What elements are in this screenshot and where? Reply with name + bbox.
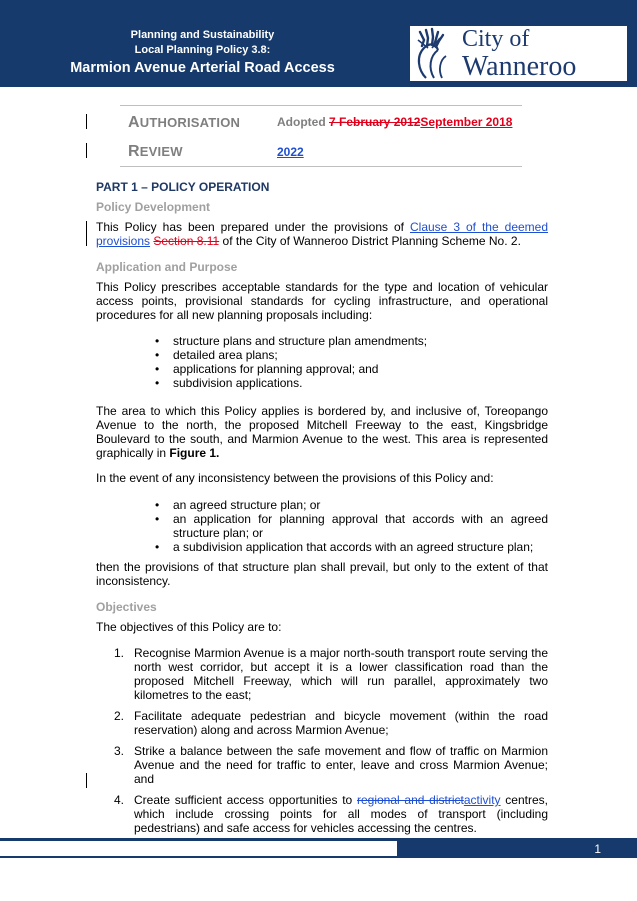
logo-wordmark (462, 26, 576, 81)
objectives-intro (96, 620, 548, 634)
header-titles (60, 28, 345, 78)
header-department: Planning and Sustainability (130, 29, 275, 41)
review-value (277, 145, 304, 159)
city-logo (410, 26, 627, 81)
paragraph-text: The area to which this Policy applies is bordered by, and inclusive of, Toreopango Avenue to the north, the proposed Mitchell Freeway to the east, Kingsbridge Boulevard to the south, and Marmion Avenue to the west. This area is represented graphically in (96, 404, 548, 460)
purpose-paragraph-1 (96, 280, 548, 322)
table-rule (120, 166, 522, 167)
figure-reference: Figure 1. (169, 446, 220, 460)
objectives-list (114, 646, 548, 835)
footer-stripe (0, 841, 397, 856)
section-heading-application-purpose: Application and Purpose (96, 260, 238, 274)
header-policy-number: Local Planning Policy 3.8: (134, 44, 271, 56)
list-text: Recognise Marmion Avenue is a major north-south transport route serving the north west corridor, but accept it is a lower classification road than the proposed Mitchell Freeway, which will run parallel, approximately two kilometres to the east; (134, 646, 548, 702)
section-heading-policy-development: Policy Development (96, 200, 211, 214)
list-item (114, 793, 548, 835)
deleted-date: 7 February 2012 (329, 115, 421, 129)
deleted-text: regional and district (356, 793, 464, 807)
list-item (114, 744, 548, 786)
section-heading-objectives: Objectives (96, 600, 157, 614)
paragraph-text: In the event of any inconsistency between the provisions of this Policy and: (96, 471, 494, 485)
part-heading: PART 1 – POLICY OPERATION (96, 180, 270, 194)
policy-development-paragraph (96, 220, 548, 248)
list-item: • an application for planning approval that accords with an agreed structure plan; or (155, 512, 548, 540)
purpose-paragraph-3 (96, 471, 548, 485)
paragraph-text: The objectives of this Policy are to: (96, 620, 282, 634)
review-year: 2022 (277, 145, 304, 159)
page-number: 1 (594, 842, 601, 856)
adopted-prefix: Adopted (277, 115, 329, 129)
paragraph-text: then the provisions of that structure plan shall prevail, but only to the extent of that inconsistency. (96, 560, 548, 588)
review-label-rest: EVIEW (139, 144, 183, 159)
authorisation-label-rest: UTHORISATION (139, 115, 241, 130)
list-item: • applications for planning approval; and (155, 362, 548, 376)
list-item: • detailed area plans; (155, 348, 548, 362)
purpose-paragraph-4 (96, 560, 548, 588)
authorisation-label-initial: A (128, 114, 140, 131)
logo-emblem-icon (412, 26, 462, 81)
inserted-date: September 2018 (420, 115, 513, 129)
proposal-type-list (155, 334, 548, 390)
inserted-text: activity (463, 793, 501, 807)
review-label-initial: R (128, 143, 140, 160)
header-policy-title: Marmion Avenue Arterial Road Access (70, 60, 335, 76)
list-text: centres, which include crossing points for all modes of transport (including pedestrians) and safe access for vehicles accessing the centres. (134, 793, 548, 835)
inconsistency-list (155, 498, 548, 554)
authorisation-label (128, 114, 240, 132)
purpose-paragraph-2 (96, 404, 548, 460)
logo-line-2: Wanneroo (462, 51, 577, 82)
list-number: 4. (114, 793, 125, 807)
text-run: This Policy has been prepared under the provisions of (96, 220, 410, 234)
review-label (128, 143, 183, 161)
list-item: • an agreed structure plan; or (155, 498, 548, 512)
list-item (114, 709, 548, 737)
text-run: of the City of Wanneroo District Planning Scheme No. 2. (219, 234, 521, 248)
list-item: • structure plans and structure plan amendments; (155, 334, 548, 348)
inserted-text: Clause 3 of the deemed provisions (96, 220, 549, 248)
change-bar (86, 773, 87, 788)
authorisation-table (120, 105, 522, 167)
list-text: Facilitate adequate pedestrian and bicycle movement (within the road reservation) along and across Marmion Avenue; (134, 709, 548, 737)
table-rule (120, 105, 522, 106)
list-number: 1. (114, 646, 125, 660)
list-number: 2. (114, 709, 125, 723)
list-number: 3. (114, 744, 125, 758)
list-item: • subdivision applications. (155, 376, 548, 390)
change-bar (86, 221, 87, 246)
paragraph-text: This Policy prescribes acceptable standards for the type and location of vehicular access points, provisional standards for cycling infrastructure, and operational procedures for all new planning proposals including: (96, 280, 548, 322)
list-text: Create sufficient access opportunities to (134, 793, 357, 807)
deleted-text: Section 8.11 (153, 234, 220, 248)
authorisation-value (277, 115, 512, 129)
list-item (114, 646, 548, 702)
change-bar (86, 114, 87, 129)
logo-line-1: City of (462, 26, 530, 52)
list-item: • a subdivision application that accords with an agreed structure plan; (155, 540, 548, 554)
page-header (0, 0, 637, 87)
change-bar (86, 143, 87, 158)
list-text: Strike a balance between the safe movement and flow of traffic on Marmion Avenue and the need for traffic to enter, leave and cross Marmion Avenue; and (134, 744, 548, 786)
